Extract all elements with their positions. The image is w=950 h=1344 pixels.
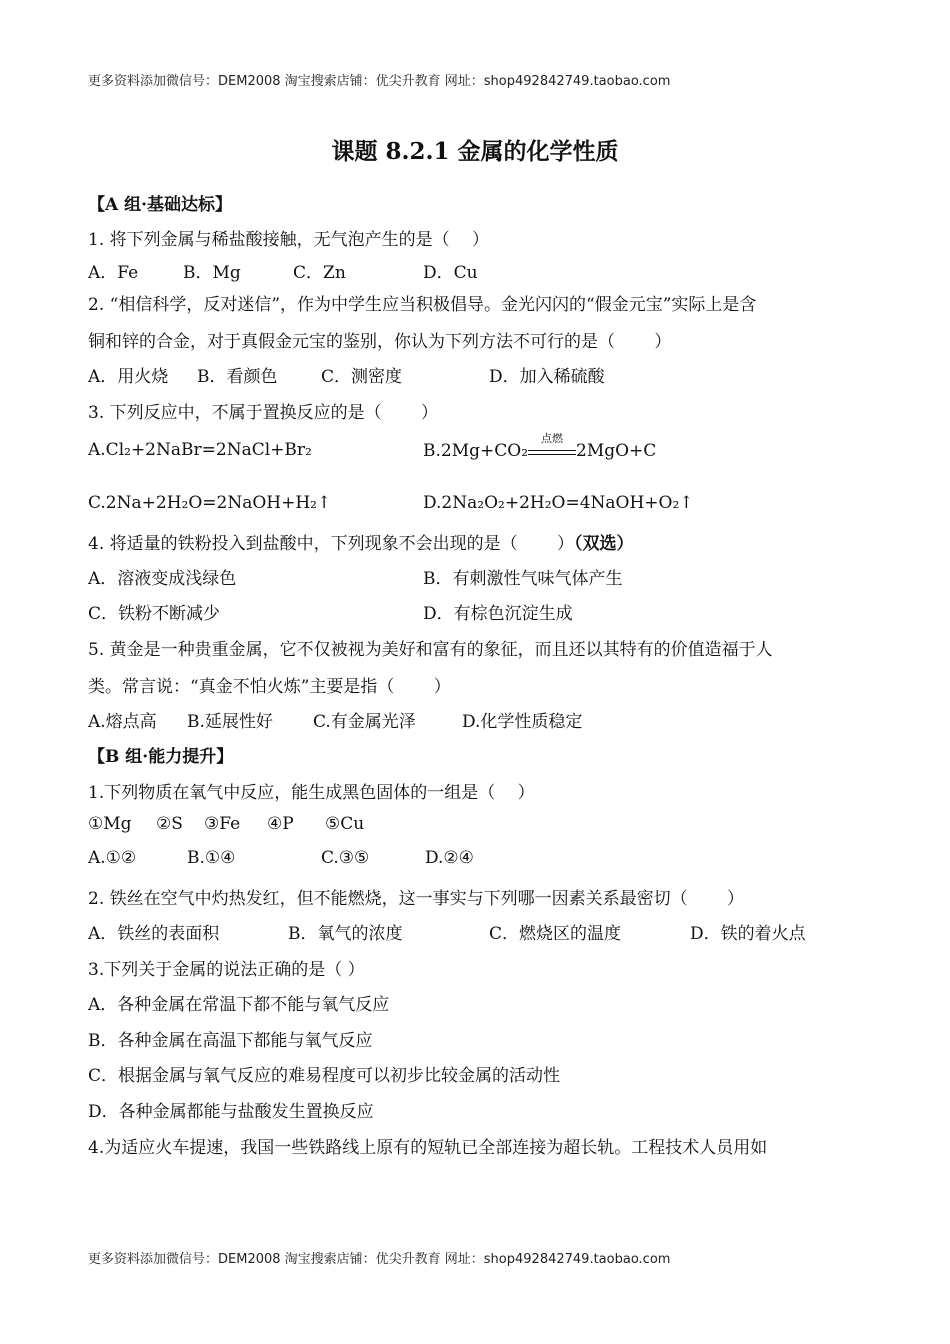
a-q4-options-cd xyxy=(0,599,950,624)
page-header: 更多资料添加微信号：DEM2008 淘宝搜索店铺：优尖升教育 网址：shop492842749.taobao.com xyxy=(88,74,671,89)
a-q2-line2: 铜和锌的合金，对于真假金元宝的鉴别，你认为下列方法不可行的是（ ） xyxy=(88,332,672,352)
a-q2-option-b: B．看颜色 xyxy=(197,367,278,387)
a-q3-option-b-right: 2MgO+C xyxy=(576,441,657,461)
a-q1-option-d: D．Cu xyxy=(423,263,478,283)
a-q3-option-d: D.2Na₂O₂+2H₂O=4NaOH+O₂↑ xyxy=(423,493,694,513)
a-q5-option-c: C.有金属光泽 xyxy=(313,712,416,732)
section-a-heading: 【A 组·基础达标】 xyxy=(88,195,233,215)
a-q3-option-a: A.Cl₂+2NaBr=2NaCl+Br₂ xyxy=(88,440,312,460)
b-q3-text: 3.下列关于金属的说法正确的是（ ） xyxy=(88,960,365,980)
a-q5-options xyxy=(0,707,950,732)
b-q2-option-a: A．铁丝的表面积 xyxy=(88,924,220,944)
b-q4-text: 4.为适应火车提速，我国一些铁路线上原有的短轨已全部连接为超长轨。工程技术人员用如 xyxy=(88,1138,768,1158)
a-q5-option-d: D.化学性质稳定 xyxy=(462,712,583,732)
b-q1-option-a: A.①② xyxy=(88,848,137,868)
a-q4-option-a: A．溶液变成浅绿色 xyxy=(88,569,237,589)
b-q1-option-c: C.③⑤ xyxy=(321,848,370,868)
b-q1-text: 1.下列物质在氧气中反应，能生成黑色固体的一组是（ ） xyxy=(88,783,535,803)
b-q2-options xyxy=(0,919,950,944)
b-q3-option-c: C．根据金属与氧气反应的难易程度可以初步比较金属的活动性 xyxy=(88,1066,561,1086)
ignite-label: 点燃 xyxy=(541,432,564,445)
b-q2-text: 2. 铁丝在空气中灼热发红，但不能燃烧，这一事实与下列哪一因素关系最密切（ ） xyxy=(88,889,745,909)
a-q4-question xyxy=(88,529,634,554)
a-q4-option-c: C．铁粉不断减少 xyxy=(88,604,221,624)
a-q3-options-cd xyxy=(0,493,950,517)
a-q4-text: 4. 将适量的铁粉投入到盐酸中，下列现象不会出现的是（ ） xyxy=(88,534,575,554)
b-q2-option-d: D．铁的着火点 xyxy=(690,924,806,944)
b-q1-item-5: ⑤Cu xyxy=(325,814,365,834)
a-q1-options xyxy=(0,258,950,283)
a-q4-option-b: B．有刺激性气味气体产生 xyxy=(423,569,623,589)
b-q1-option-d: D.②④ xyxy=(425,848,474,868)
a-q5-option-b: B.延展性好 xyxy=(187,712,273,732)
a-q3-option-b-left: B.2Mg+CO₂ xyxy=(423,441,529,461)
a-q2-line1: 2. “相信科学，反对迷信”，作为中学生应当积极倡导。金光闪闪的“假金元宝”实际上是含 xyxy=(88,295,757,315)
a-q4-tag: （双选） xyxy=(574,534,634,554)
page-title: 课题 8.2.1 金属的化学性质 xyxy=(331,138,619,165)
reaction-condition xyxy=(528,432,576,458)
b-q1-option-b: B.①④ xyxy=(187,848,236,868)
a-q2-option-a: A．用火烧 xyxy=(88,367,169,387)
a-q3-option-c: C.2Na+2H₂O=2NaOH+H₂↑ xyxy=(88,493,332,513)
a-q3-options-ab xyxy=(0,432,950,464)
a-q1-option-a: A．Fe xyxy=(88,263,139,283)
b-q2-option-c: C．燃烧区的温度 xyxy=(489,924,622,944)
b-q3-option-a: A．各种金属在常温下都不能与氧气反应 xyxy=(88,995,390,1015)
a-q2-option-d: D．加入稀硫酸 xyxy=(489,367,605,387)
b-q3-option-d: D．各种金属都能与盐酸发生置换反应 xyxy=(88,1102,374,1122)
b-q1-item-2: ②S xyxy=(156,814,183,834)
a-q1-text: 1. 将下列金属与稀盐酸接触，无气泡产生的是（ ） xyxy=(88,230,490,250)
b-q3-option-b: B．各种金属在高温下都能与氧气反应 xyxy=(88,1031,373,1051)
a-q4-option-d: D．有棕色沉淀生成 xyxy=(423,604,573,624)
a-q4-options-ab xyxy=(0,564,950,589)
a-q3-option-b xyxy=(423,432,657,461)
a-q5-line2: 类。常言说：“真金不怕火炼”主要是指（ ） xyxy=(88,677,451,697)
a-q2-options xyxy=(0,362,950,387)
a-q1-option-c: C．Zn xyxy=(293,263,346,283)
page-footer: 更多资料添加微信号：DEM2008 淘宝搜索店铺：优尖升教育 网址：shop492842749.taobao.com xyxy=(88,1252,671,1267)
section-b-heading: 【B 组·能力提升】 xyxy=(88,747,234,767)
b-q1-item-3: ③Fe xyxy=(204,814,241,834)
a-q2-option-c: C．测密度 xyxy=(321,367,403,387)
b-q1-item-1: ①Mg xyxy=(88,814,132,834)
a-q3-text: 3. 下列反应中，不属于置换反应的是（ ） xyxy=(88,403,439,423)
b-q2-option-b: B．氧气的浓度 xyxy=(288,924,403,944)
b-q1-item-4: ④P xyxy=(267,814,294,834)
b-q1-options xyxy=(0,848,950,870)
a-q1-option-b: B．Mg xyxy=(183,263,241,283)
a-q5-line1: 5. 黄金是一种贵重金属，它不仅被视为美好和富有的象征，而且还以其特有的价值造福于人 xyxy=(88,640,773,660)
b-q1-items xyxy=(0,814,950,836)
a-q5-option-a: A.熔点高 xyxy=(88,712,157,732)
